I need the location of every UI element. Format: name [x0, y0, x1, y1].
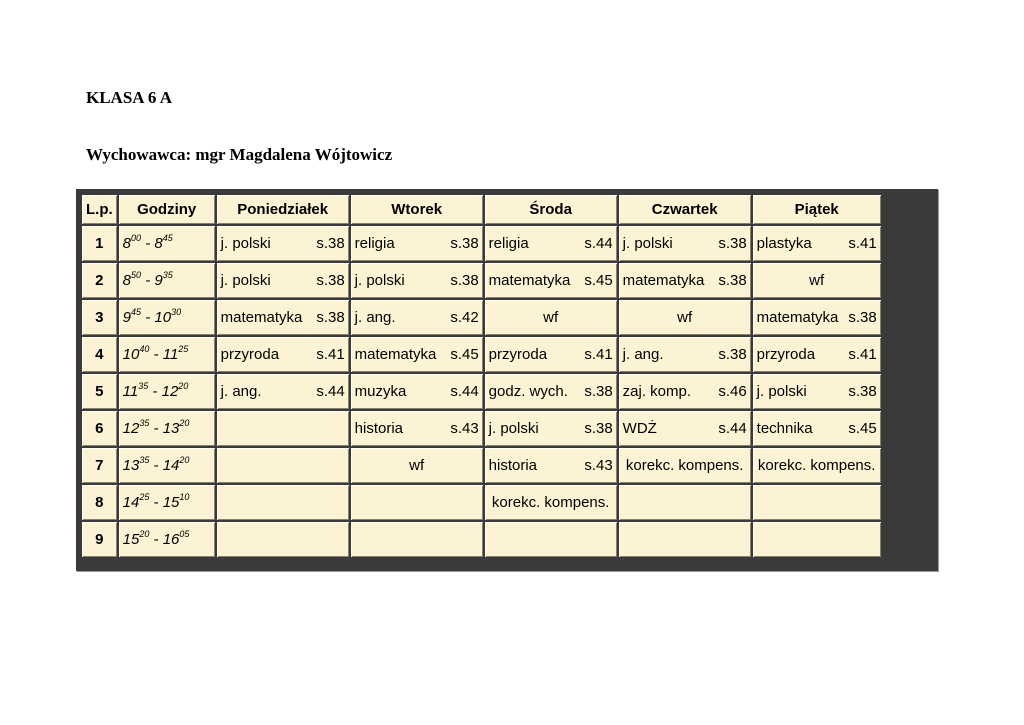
subject: przyroda [220, 346, 280, 363]
lesson-cell-thursday [619, 337, 751, 372]
lesson-cell-monday [217, 522, 349, 557]
class-teacher: Wychowawca: mgr Magdalena Wójtowicz [86, 145, 393, 164]
table-row [82, 485, 881, 520]
lesson-hours: $14^{25} - 15^{10}$ [119, 485, 215, 520]
end-minute: 30 [171, 307, 182, 317]
start-minute: 35 [138, 381, 149, 391]
room: s.38 [718, 235, 747, 252]
lesson-cell-wednesday [485, 337, 617, 372]
lesson-cell-friday [753, 263, 881, 298]
subject: wf [409, 457, 425, 474]
lesson-cell-monday [217, 300, 349, 335]
start-minute: 25 [139, 492, 150, 502]
lesson-hours: $11^{35} - 12^{20}$ [119, 374, 215, 409]
subject: religia [488, 235, 529, 252]
header-row [82, 195, 881, 224]
lesson-cell-wednesday [485, 411, 617, 446]
room: s.41 [848, 235, 877, 252]
lesson-cell-monday [217, 485, 349, 520]
room: s.42 [450, 309, 479, 326]
subject: muzyka [354, 383, 407, 400]
start-hour: 15 [122, 531, 140, 548]
table-row [82, 374, 881, 409]
lesson-cell-thursday [619, 522, 751, 557]
room: s.44 [718, 420, 747, 437]
room: s.38 [450, 272, 479, 289]
lesson-number: 7 [82, 448, 117, 483]
lesson-hours: $8^{00} - 8^{45}$ [119, 226, 215, 261]
start-minute: 50 [131, 270, 142, 280]
room: s.38 [584, 420, 613, 437]
lesson-cell-monday [217, 337, 349, 372]
subject: j. ang. [354, 309, 396, 326]
start-minute: 45 [131, 307, 142, 317]
end-minute: 10 [179, 492, 190, 502]
start-hour: 8 [122, 272, 132, 289]
end-hour: 16 [162, 531, 180, 548]
room: s.38 [584, 383, 613, 400]
lesson-cell-monday [217, 374, 349, 409]
subject: j. polski [220, 235, 271, 252]
room: s.38 [316, 309, 345, 326]
room: s.46 [718, 383, 747, 400]
lesson-number: 5 [82, 374, 117, 409]
col-header-thursday: Czwartek [619, 195, 751, 224]
lesson-cell-friday [753, 300, 881, 335]
subject: j. polski [220, 272, 271, 289]
room: s.45 [584, 272, 613, 289]
start-hour: 13 [122, 457, 140, 474]
lesson-cell-thursday [619, 448, 751, 483]
end-minute: 20 [179, 418, 190, 428]
lesson-hours: $8^{50} - 9^{35}$ [119, 263, 215, 298]
subject: j. polski [488, 420, 539, 437]
start-hour: 14 [122, 494, 140, 511]
subject: godz. wych. [488, 383, 568, 400]
room: s.38 [848, 309, 877, 326]
room: s.38 [718, 272, 747, 289]
lesson-cell-thursday [619, 263, 751, 298]
timetable [80, 193, 883, 559]
lesson-number: 3 [82, 300, 117, 335]
lesson-cell-monday [217, 411, 349, 446]
subject: WDŻ [622, 420, 657, 437]
lesson-cell-wednesday [485, 226, 617, 261]
table-row [82, 300, 881, 335]
start-minute: 40 [139, 344, 150, 354]
col-header-tuesday: Wtorek [351, 195, 483, 224]
start-hour: 12 [122, 420, 140, 437]
subject: matematyka [488, 272, 571, 289]
lesson-cell-monday [217, 226, 349, 261]
lesson-cell-wednesday [485, 374, 617, 409]
lesson-hours: $9^{45} - 10^{30}$ [119, 300, 215, 335]
lesson-cell-monday [217, 263, 349, 298]
lesson-cell-tuesday [351, 337, 483, 372]
lesson-number: 6 [82, 411, 117, 446]
table-row [82, 522, 881, 557]
subject: matematyka [354, 346, 437, 363]
lesson-cell-thursday [619, 411, 751, 446]
col-header-friday: Piątek [753, 195, 881, 224]
lesson-cell-friday [753, 522, 881, 557]
lesson-number: 2 [82, 263, 117, 298]
lesson-number: 9 [82, 522, 117, 557]
lesson-hours: $10^{40} - 11^{25}$ [119, 337, 215, 372]
lesson-cell-wednesday [485, 485, 617, 520]
lesson-cell-tuesday [351, 226, 483, 261]
end-minute: 35 [162, 270, 173, 280]
col-header-monday: Poniedziałek [217, 195, 349, 224]
subject: j. polski [756, 383, 807, 400]
lesson-cell-monday [217, 448, 349, 483]
timetable-frame [76, 189, 938, 571]
end-hour: 8 [154, 235, 163, 252]
room: s.41 [316, 346, 345, 363]
lesson-cell-friday [753, 337, 881, 372]
lesson-cell-wednesday [485, 263, 617, 298]
subject: korekc. kompens. [625, 457, 744, 474]
room: s.38 [316, 235, 345, 252]
lesson-cell-thursday [619, 300, 751, 335]
lesson-cell-friday [753, 411, 881, 446]
room: s.44 [450, 383, 479, 400]
room: s.44 [316, 383, 345, 400]
subject: korekc. kompens. [757, 457, 876, 474]
end-minute: 05 [179, 529, 190, 539]
subject: wf [677, 309, 693, 326]
lesson-cell-tuesday [351, 300, 483, 335]
lesson-cell-tuesday [351, 448, 483, 483]
end-hour: 9 [154, 272, 163, 289]
end-hour: 10 [154, 309, 172, 326]
table-row [82, 337, 881, 372]
subject: matematyka [220, 309, 303, 326]
subject: j. polski [622, 235, 673, 252]
subject: technika [756, 420, 813, 437]
end-minute: 20 [178, 381, 189, 391]
subject: plastyka [756, 235, 812, 252]
subject: zaj. komp. [622, 383, 692, 400]
end-hour: 11 [162, 346, 179, 363]
subject: przyroda [756, 346, 816, 363]
lesson-cell-friday [753, 374, 881, 409]
room: s.38 [316, 272, 345, 289]
lesson-hours: $12^{35} - 13^{20}$ [119, 411, 215, 446]
lesson-cell-thursday [619, 374, 751, 409]
room: s.44 [584, 235, 613, 252]
lesson-cell-tuesday [351, 485, 483, 520]
start-minute: 35 [139, 455, 150, 465]
lesson-cell-wednesday [485, 448, 617, 483]
subject: wf [809, 272, 825, 289]
lesson-number: 8 [82, 485, 117, 520]
lesson-cell-tuesday [351, 374, 483, 409]
subject: j. ang. [220, 383, 262, 400]
table-row [82, 226, 881, 261]
room: s.38 [848, 383, 877, 400]
subject: matematyka [756, 309, 839, 326]
lesson-cell-thursday [619, 226, 751, 261]
lesson-hours: $13^{35} - 14^{20}$ [119, 448, 215, 483]
subject: historia [488, 457, 538, 474]
start-minute: 00 [131, 233, 142, 243]
room: s.38 [718, 346, 747, 363]
lesson-hours: $15^{20} - 16^{05}$ [119, 522, 215, 557]
col-header-lp: L.p. [82, 195, 117, 224]
room: s.45 [450, 346, 479, 363]
room: s.43 [584, 457, 613, 474]
end-minute: 45 [162, 233, 173, 243]
subject: religia [354, 235, 395, 252]
lesson-number: 4 [82, 337, 117, 372]
end-hour: 14 [162, 457, 180, 474]
lesson-cell-tuesday [351, 263, 483, 298]
lesson-cell-thursday [619, 485, 751, 520]
room: s.38 [450, 235, 479, 252]
subject: j. polski [354, 272, 405, 289]
col-header-wednesday: Środa [485, 195, 617, 224]
room: s.41 [584, 346, 613, 363]
lesson-cell-friday [753, 448, 881, 483]
lesson-cell-friday [753, 226, 881, 261]
lesson-cell-tuesday [351, 522, 483, 557]
subject: wf [543, 309, 559, 326]
lesson-number: 1 [82, 226, 117, 261]
table-row [82, 411, 881, 446]
lesson-cell-wednesday [485, 522, 617, 557]
subject: matematyka [622, 272, 705, 289]
start-minute: 35 [139, 418, 150, 428]
lesson-cell-friday [753, 485, 881, 520]
end-minute: 20 [179, 455, 190, 465]
start-hour: 9 [122, 309, 132, 326]
end-minute: 25 [178, 344, 189, 354]
room: s.45 [848, 420, 877, 437]
subject: przyroda [488, 346, 548, 363]
start-hour: 11 [122, 383, 139, 400]
end-hour: 15 [162, 494, 180, 511]
room: s.41 [848, 346, 877, 363]
subject: j. ang. [622, 346, 664, 363]
class-title: KLASA 6 A [86, 88, 172, 107]
room: s.43 [450, 420, 479, 437]
table-row [82, 263, 881, 298]
end-hour: 13 [162, 420, 180, 437]
col-header-hours: Godziny [119, 195, 215, 224]
lesson-cell-wednesday [485, 300, 617, 335]
subject: korekc. kompens. [491, 494, 610, 511]
start-hour: 8 [122, 235, 132, 252]
start-hour: 10 [122, 346, 140, 363]
lesson-cell-tuesday [351, 411, 483, 446]
end-hour: 12 [161, 383, 179, 400]
start-minute: 20 [139, 529, 150, 539]
subject: historia [354, 420, 404, 437]
table-row [82, 448, 881, 483]
